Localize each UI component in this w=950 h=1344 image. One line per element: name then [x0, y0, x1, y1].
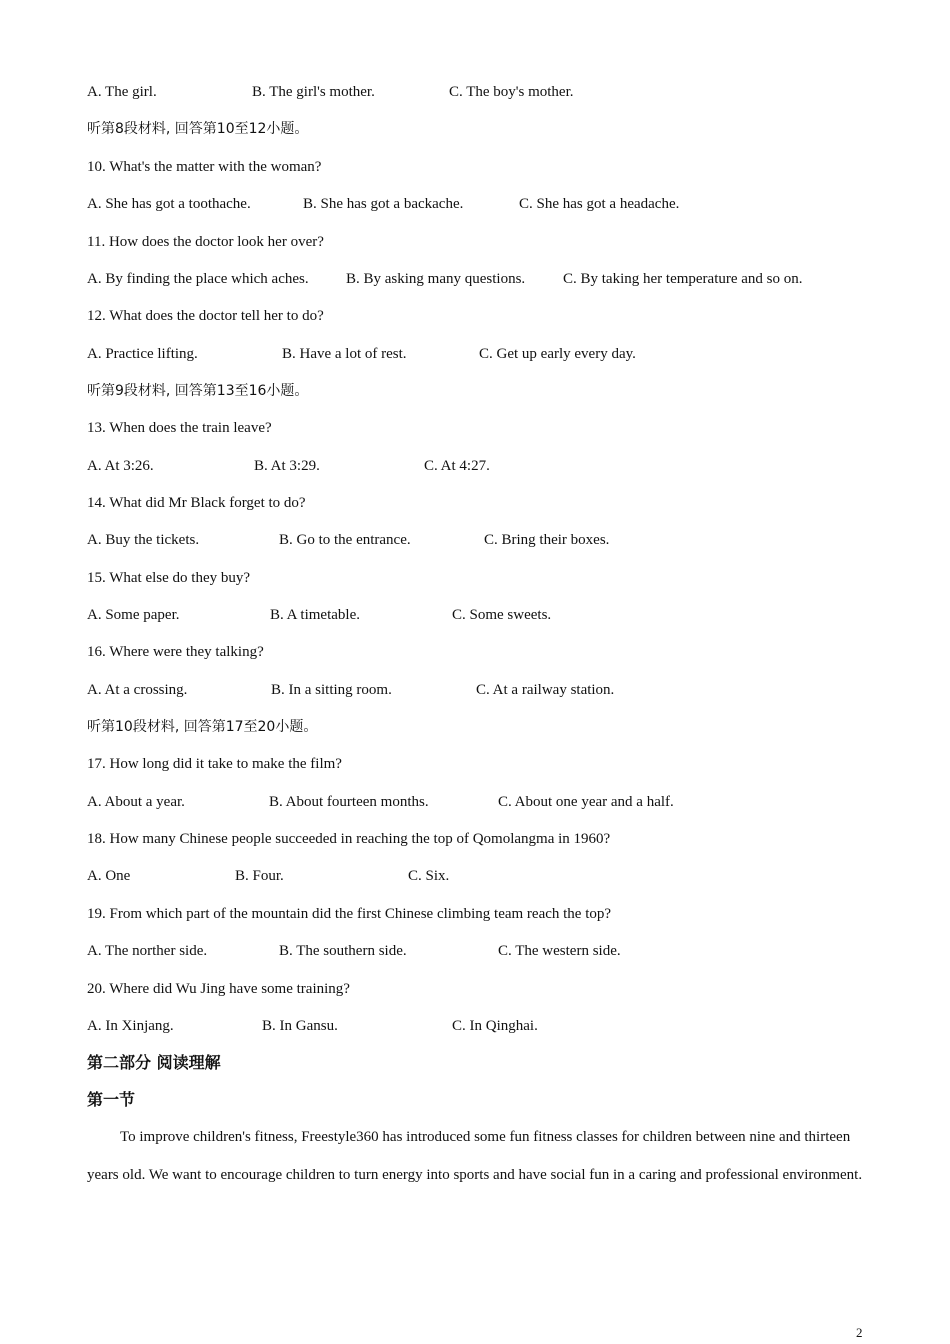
q16-option-b: B. In a sitting room. — [271, 682, 392, 698]
q17-option-a: A. About a year. — [87, 794, 185, 810]
q10-option-b: B. She has got a backache. — [303, 196, 464, 212]
section-8-instruction: 听第8段材料, 回答第10至12小题。 — [87, 121, 309, 137]
q13-option-c: C. At 4:27. — [424, 458, 490, 474]
q9-option-c: C. The boy's mother. — [449, 84, 574, 100]
q16-stem: 16. Where were they talking? — [87, 644, 264, 660]
q17-stem: 17. How long did it take to make the film? — [87, 756, 342, 772]
q13-stem: 13. When does the train leave? — [87, 420, 272, 436]
q15-option-b: B. A timetable. — [270, 607, 360, 623]
q9-option-a: A. The girl. — [87, 84, 157, 100]
q17-option-c: C. About one year and a half. — [498, 794, 674, 810]
q18-option-c: C. Six. — [408, 868, 450, 884]
q15-stem: 15. What else do they buy? — [87, 570, 251, 586]
q20-stem: 20. Where did Wu Jing have some training? — [87, 981, 350, 997]
q13-option-b: B. At 3:29. — [254, 458, 320, 474]
q12-stem: 12. What does the doctor tell her to do? — [87, 308, 324, 324]
q12-option-b: B. Have a lot of rest. — [282, 346, 407, 362]
q11-option-a: A. By finding the place which aches. — [87, 271, 309, 287]
q13-option-a: A. At 3:26. — [87, 458, 154, 474]
q20-option-c: C. In Qinghai. — [452, 1018, 538, 1034]
q20-option-a: A. In Xinjang. — [87, 1018, 174, 1034]
section-10-instruction: 听第10段材料, 回答第17至20小题。 — [87, 719, 318, 735]
q15-option-c: C. Some sweets. — [452, 607, 552, 623]
q15-option-a: A. Some paper. — [87, 607, 180, 623]
reading-passage: To improve children's fitness, Freestyle360 has introduced some fun fitness classes for children between nine and thirteen years old. We want to encourage children to turn energy into sports and have social fun in a caring and professional environment. — [87, 1129, 863, 1183]
q18-option-b: B. Four. — [235, 868, 284, 884]
q16-option-c: C. At a railway station. — [476, 682, 615, 698]
section-1-title: 第一节 — [87, 1090, 136, 1109]
q20-option-b: B. In Gansu. — [262, 1018, 338, 1034]
q14-option-c: C. Bring their boxes. — [484, 532, 610, 548]
q10-stem: 10. What's the matter with the woman? — [87, 159, 322, 175]
q14-option-a: A. Buy the tickets. — [87, 532, 200, 548]
q14-option-b: B. Go to the entrance. — [279, 532, 411, 548]
section-9-instruction: 听第9段材料, 回答第13至16小题。 — [87, 383, 309, 399]
q16-option-a: A. At a crossing. — [87, 682, 188, 698]
q12-option-c: C. Get up early every day. — [479, 346, 636, 362]
q10-option-c: C. She has got a headache. — [519, 196, 680, 212]
page-number: 2 — [856, 1325, 863, 1340]
q18-stem: 18. How many Chinese people succeeded in reaching the top of Qomolangma in 1960? — [87, 831, 611, 847]
q11-stem: 11. How does the doctor look her over? — [87, 234, 324, 250]
q18-option-a: A. One — [87, 868, 131, 884]
q11-option-c: C. By taking her temperature and so on. — [563, 271, 803, 287]
q12-option-a: A. Practice lifting. — [87, 346, 198, 362]
q9-option-b: B. The girl's mother. — [252, 84, 375, 100]
q10-option-a: A. She has got a toothache. — [87, 196, 251, 212]
q19-option-b: B. The southern side. — [279, 943, 407, 959]
q19-option-c: C. The western side. — [498, 943, 621, 959]
q14-stem: 14. What did Mr Black forget to do? — [87, 495, 306, 511]
part-2-title: 第二部分 阅读理解 — [87, 1053, 221, 1072]
q19-option-a: A. The norther side. — [87, 943, 208, 959]
q19-stem: 19. From which part of the mountain did the first Chinese climbing team reach the top? — [87, 906, 612, 922]
q17-option-b: B. About fourteen months. — [269, 794, 429, 810]
q11-option-b: B. By asking many questions. — [346, 271, 526, 287]
